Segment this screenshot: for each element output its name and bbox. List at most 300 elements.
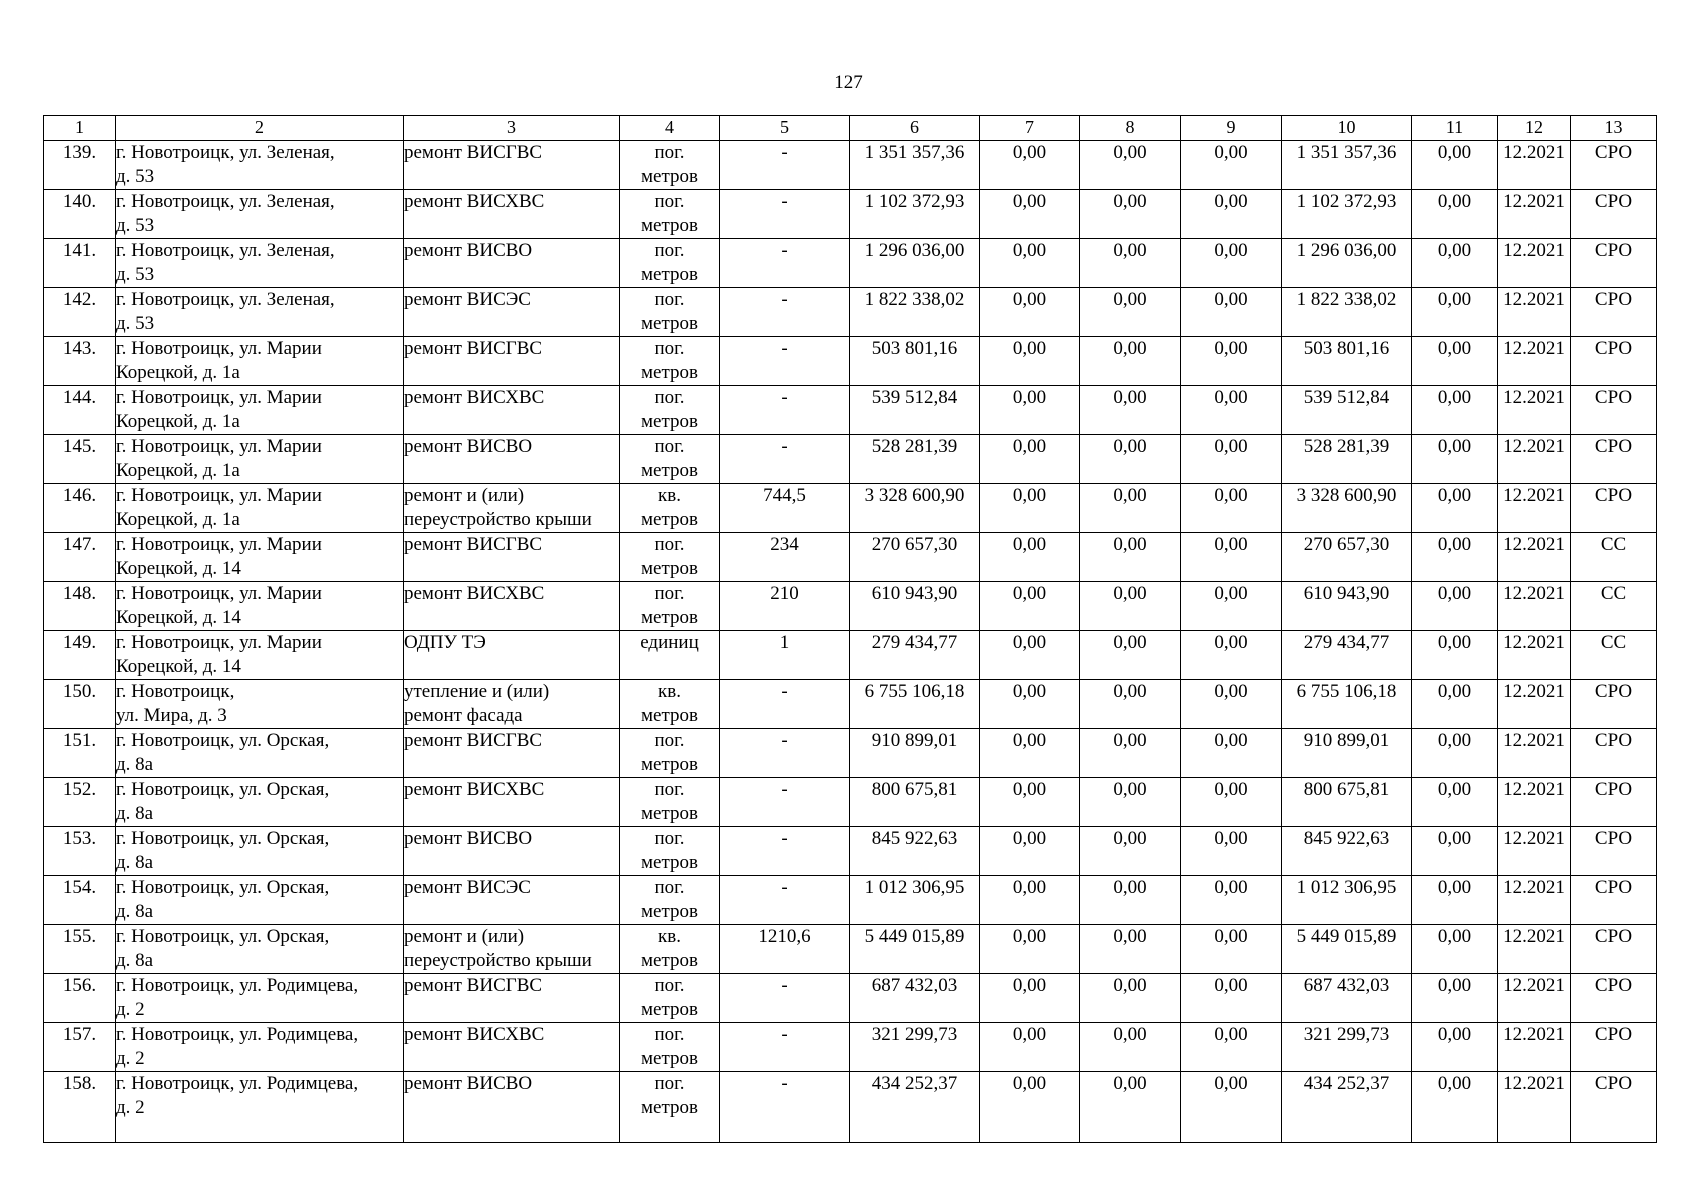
col8-cell bbox=[1080, 484, 1181, 533]
col8-cell bbox=[1080, 386, 1181, 435]
fund-type-cell bbox=[1571, 925, 1657, 974]
total-cost-cell-line: 539 512,84 bbox=[871, 387, 958, 408]
unit-cell-line: пог. bbox=[654, 730, 685, 751]
address-cell-line: Корецкой, д. 14 bbox=[116, 558, 241, 579]
unit-cell-line: метров bbox=[641, 852, 698, 873]
fund-type-cell-line: СРО bbox=[1594, 485, 1633, 506]
table-row bbox=[44, 582, 1657, 631]
col7-cell-line: 0,00 bbox=[1012, 877, 1047, 898]
col9-cell bbox=[1181, 533, 1282, 582]
address-cell-line: г. Новотроицк, ул. Зеленая, bbox=[116, 240, 335, 261]
completion-month-cell bbox=[1498, 1072, 1571, 1143]
total-cost-cell-line: 321 299,73 bbox=[871, 1024, 958, 1045]
work-type-cell-line: утепление и (или) bbox=[404, 681, 550, 702]
address-cell-line: ул. Мира, д. 3 bbox=[116, 705, 227, 726]
col10-cell-line: 503 801,16 bbox=[1303, 338, 1390, 359]
col9-cell-line: 0,00 bbox=[1214, 877, 1248, 898]
col9-cell bbox=[1181, 631, 1282, 680]
total-cost-cell-line: 610 943,90 bbox=[871, 583, 958, 604]
col11-cell bbox=[1412, 876, 1498, 925]
quantity-cell-line: - bbox=[781, 681, 788, 702]
total-cost-cell bbox=[850, 337, 980, 386]
col11-cell-line: 0,00 bbox=[1437, 338, 1472, 359]
col11-cell-line: 0,00 bbox=[1437, 142, 1472, 163]
col11-cell-line: 0,00 bbox=[1437, 485, 1472, 506]
work-type-cell bbox=[404, 778, 620, 827]
col10-cell-line: 610 943,90 bbox=[1303, 583, 1390, 604]
row-number-cell bbox=[44, 533, 116, 582]
header-cell: 12 bbox=[1498, 116, 1571, 141]
row-number-cell bbox=[44, 190, 116, 239]
col11-cell-line: 0,00 bbox=[1437, 583, 1472, 604]
unit-cell-line: метров bbox=[641, 999, 698, 1020]
address-cell-line: г. Новотроицк, ул. Марии bbox=[116, 485, 322, 506]
col10-cell-line: 1 012 306,95 bbox=[1296, 877, 1397, 898]
address-cell-line: г. Новотроицк, ул. Зеленая, bbox=[116, 142, 335, 163]
unit-cell-line: метров bbox=[641, 803, 698, 824]
completion-month-cell-line: 12.2021 bbox=[1503, 191, 1565, 212]
row-number-cell bbox=[44, 729, 116, 778]
row-number-cell bbox=[44, 582, 116, 631]
row-number-cell bbox=[44, 827, 116, 876]
work-type-cell-line: переустройство крыши bbox=[404, 509, 592, 530]
fund-type-cell bbox=[1571, 337, 1657, 386]
row-number-cell-line: 148. bbox=[62, 583, 97, 604]
unit-cell bbox=[620, 484, 720, 533]
col11-cell bbox=[1412, 778, 1498, 827]
col9-cell-line: 0,00 bbox=[1214, 534, 1248, 555]
table-row bbox=[44, 925, 1657, 974]
col11-cell bbox=[1412, 974, 1498, 1023]
total-cost-cell-line: 1 296 036,00 bbox=[864, 240, 965, 261]
col9-cell bbox=[1181, 337, 1282, 386]
header-cell: 11 bbox=[1412, 116, 1498, 141]
completion-month-cell bbox=[1498, 337, 1571, 386]
unit-cell bbox=[620, 876, 720, 925]
row-number-cell-line: 139. bbox=[62, 142, 97, 163]
row-number-cell-line: 154. bbox=[62, 877, 97, 898]
fund-type-cell bbox=[1571, 778, 1657, 827]
completion-month-cell bbox=[1498, 386, 1571, 435]
address-cell bbox=[116, 582, 404, 631]
total-cost-cell bbox=[850, 288, 980, 337]
col9-cell-line: 0,00 bbox=[1214, 926, 1248, 947]
col11-cell bbox=[1412, 1023, 1498, 1072]
address-cell bbox=[116, 925, 404, 974]
total-cost-cell bbox=[850, 386, 980, 435]
fund-type-cell-line: СРО bbox=[1594, 289, 1633, 310]
table-row bbox=[44, 1072, 1657, 1143]
col11-cell-line: 0,00 bbox=[1437, 191, 1472, 212]
col10-cell bbox=[1282, 190, 1412, 239]
unit-cell-line: метров bbox=[641, 215, 698, 236]
col10-cell bbox=[1282, 827, 1412, 876]
col10-cell-line: 1 296 036,00 bbox=[1296, 240, 1397, 261]
col7-cell bbox=[980, 631, 1080, 680]
completion-month-cell-line: 12.2021 bbox=[1503, 289, 1565, 310]
row-number-cell-line: 151. bbox=[62, 730, 97, 751]
col7-cell-line: 0,00 bbox=[1012, 534, 1047, 555]
unit-cell bbox=[620, 337, 720, 386]
col7-cell bbox=[980, 778, 1080, 827]
unit-cell-line: метров bbox=[641, 607, 698, 628]
row-number-cell-line: 140. bbox=[62, 191, 97, 212]
col7-cell-line: 0,00 bbox=[1012, 338, 1047, 359]
col11-cell-line: 0,00 bbox=[1437, 828, 1472, 849]
completion-month-cell-line: 12.2021 bbox=[1503, 1073, 1565, 1094]
fund-type-cell-line: СС bbox=[1600, 632, 1627, 653]
total-cost-cell-line: 3 328 600,90 bbox=[864, 485, 965, 506]
completion-month-cell-line: 12.2021 bbox=[1503, 926, 1565, 947]
col9-cell bbox=[1181, 778, 1282, 827]
completion-month-cell-line: 12.2021 bbox=[1503, 632, 1565, 653]
quantity-cell-line: - bbox=[781, 1073, 788, 1094]
row-number-cell-line: 152. bbox=[62, 779, 97, 800]
col9-cell-line: 0,00 bbox=[1214, 485, 1248, 506]
work-type-cell bbox=[404, 974, 620, 1023]
address-cell bbox=[116, 484, 404, 533]
col9-cell-line: 0,00 bbox=[1214, 632, 1248, 653]
col9-cell-line: 0,00 bbox=[1214, 975, 1248, 996]
fund-type-cell-line: СРО bbox=[1594, 975, 1633, 996]
col7-cell-line: 0,00 bbox=[1012, 632, 1047, 653]
col9-cell-line: 0,00 bbox=[1214, 828, 1248, 849]
work-type-cell bbox=[404, 190, 620, 239]
row-number-cell bbox=[44, 386, 116, 435]
quantity-cell-line: 234 bbox=[770, 534, 799, 555]
work-type-cell-line: ремонт ВИСВО bbox=[404, 436, 533, 457]
total-cost-cell-line: 6 755 106,18 bbox=[864, 681, 965, 702]
unit-cell-line: кв. bbox=[658, 926, 681, 947]
col7-cell bbox=[980, 680, 1080, 729]
work-type-cell bbox=[404, 876, 620, 925]
col10-cell-line: 270 657,30 bbox=[1303, 534, 1390, 555]
col8-cell bbox=[1080, 435, 1181, 484]
work-type-cell-line: ремонт ВИСГВС bbox=[404, 975, 543, 996]
quantity-cell bbox=[720, 729, 850, 778]
table-row bbox=[44, 337, 1657, 386]
work-type-cell-line: ремонт и (или) bbox=[404, 926, 525, 947]
work-type-cell-line: ремонт ВИСХВС bbox=[404, 583, 545, 604]
header-cell: 1 bbox=[44, 116, 116, 141]
row-number-cell-line: 146. bbox=[62, 485, 97, 506]
unit-cell bbox=[620, 239, 720, 288]
unit-cell-line: пог. bbox=[654, 1024, 685, 1045]
header-cell: 2 bbox=[116, 116, 404, 141]
col11-cell bbox=[1412, 435, 1498, 484]
address-cell-line: г. Новотроицк, ул. Марии bbox=[116, 387, 322, 408]
quantity-cell bbox=[720, 876, 850, 925]
col9-cell bbox=[1181, 141, 1282, 190]
total-cost-cell-line: 1 351 357,36 bbox=[864, 142, 965, 163]
address-cell-line: г. Новотроицк, ул. Родимцева, bbox=[116, 975, 359, 996]
address-cell-line: Корецкой, д. 1а bbox=[116, 460, 240, 481]
col8-cell bbox=[1080, 582, 1181, 631]
row-number-cell-line: 143. bbox=[62, 338, 97, 359]
completion-month-cell-line: 12.2021 bbox=[1503, 142, 1565, 163]
col8-cell-line: 0,00 bbox=[1113, 387, 1147, 408]
fund-type-cell bbox=[1571, 1023, 1657, 1072]
quantity-cell-line: - bbox=[781, 240, 788, 261]
row-number-cell bbox=[44, 974, 116, 1023]
unit-cell-line: метров bbox=[641, 166, 698, 187]
col7-cell bbox=[980, 484, 1080, 533]
total-cost-cell bbox=[850, 974, 980, 1023]
col10-cell-line: 434 252,37 bbox=[1303, 1073, 1390, 1094]
unit-cell bbox=[620, 386, 720, 435]
unit-cell bbox=[620, 827, 720, 876]
address-cell bbox=[116, 1023, 404, 1072]
address-cell bbox=[116, 239, 404, 288]
col8-cell bbox=[1080, 239, 1181, 288]
address-cell bbox=[116, 974, 404, 1023]
row-number-cell bbox=[44, 1072, 116, 1143]
row-number-cell-line: 153. bbox=[62, 828, 97, 849]
address-cell bbox=[116, 141, 404, 190]
row-number-cell bbox=[44, 778, 116, 827]
work-type-cell bbox=[404, 827, 620, 876]
fund-type-cell-line: СРО bbox=[1594, 1073, 1633, 1094]
work-type-cell-line: ремонт ВИСХВС bbox=[404, 1024, 545, 1045]
address-cell bbox=[116, 729, 404, 778]
fund-type-cell bbox=[1571, 680, 1657, 729]
table-row bbox=[44, 484, 1657, 533]
completion-month-cell-line: 12.2021 bbox=[1503, 534, 1565, 555]
unit-cell-line: метров bbox=[641, 901, 698, 922]
fund-type-cell bbox=[1571, 827, 1657, 876]
unit-cell bbox=[620, 582, 720, 631]
total-cost-cell-line: 1 102 372,93 bbox=[864, 191, 965, 212]
address-cell-line: г. Новотроицк, ул. Марии bbox=[116, 338, 322, 359]
work-type-cell bbox=[404, 386, 620, 435]
fund-type-cell-line: СРО bbox=[1594, 681, 1633, 702]
address-cell-line: г. Новотроицк, ул. Орская, bbox=[116, 828, 330, 849]
col11-cell bbox=[1412, 729, 1498, 778]
unit-cell-line: пог. bbox=[654, 142, 685, 163]
row-number-cell bbox=[44, 680, 116, 729]
col11-cell-line: 0,00 bbox=[1437, 730, 1472, 751]
col8-cell-line: 0,00 bbox=[1113, 1073, 1147, 1094]
completion-month-cell-line: 12.2021 bbox=[1503, 485, 1565, 506]
unit-cell bbox=[620, 1072, 720, 1143]
table-row bbox=[44, 239, 1657, 288]
col8-cell bbox=[1080, 680, 1181, 729]
col7-cell-line: 0,00 bbox=[1012, 1024, 1047, 1045]
unit-cell-line: пог. bbox=[654, 583, 685, 604]
col7-cell-line: 0,00 bbox=[1012, 975, 1047, 996]
work-type-cell bbox=[404, 1023, 620, 1072]
col10-cell bbox=[1282, 582, 1412, 631]
table-row bbox=[44, 631, 1657, 680]
total-cost-cell-line: 800 675,81 bbox=[871, 779, 958, 800]
col10-cell-line: 1 102 372,93 bbox=[1296, 191, 1397, 212]
col9-cell-line: 0,00 bbox=[1214, 387, 1248, 408]
address-cell-line: д. 8а bbox=[116, 852, 154, 873]
quantity-cell-line: - bbox=[781, 338, 788, 359]
table-row bbox=[44, 876, 1657, 925]
total-cost-cell-line: 845 922,63 bbox=[871, 828, 958, 849]
col8-cell bbox=[1080, 1072, 1181, 1143]
quantity-cell-line: 210 bbox=[770, 583, 799, 604]
row-number-cell-line: 157. bbox=[62, 1024, 97, 1045]
address-cell-line: г. Новотроицк, ул. Марии bbox=[116, 436, 322, 457]
address-cell bbox=[116, 386, 404, 435]
completion-month-cell bbox=[1498, 729, 1571, 778]
col7-cell bbox=[980, 925, 1080, 974]
col11-cell bbox=[1412, 288, 1498, 337]
fund-type-cell-line: СРО bbox=[1594, 338, 1633, 359]
work-type-cell bbox=[404, 631, 620, 680]
work-type-cell-line: ремонт фасада bbox=[404, 705, 523, 726]
quantity-cell-line: - bbox=[781, 387, 788, 408]
unit-cell bbox=[620, 1023, 720, 1072]
completion-month-cell-line: 12.2021 bbox=[1503, 436, 1565, 457]
fund-type-cell bbox=[1571, 631, 1657, 680]
col7-cell bbox=[980, 729, 1080, 778]
row-number-cell bbox=[44, 631, 116, 680]
quantity-cell bbox=[720, 386, 850, 435]
col10-cell-line: 1 822 338,02 bbox=[1296, 289, 1397, 310]
total-cost-cell bbox=[850, 1023, 980, 1072]
address-cell bbox=[116, 876, 404, 925]
work-type-cell-line: ремонт ВИСЭС bbox=[404, 877, 531, 898]
col10-cell-line: 800 675,81 bbox=[1303, 779, 1390, 800]
col10-cell bbox=[1282, 1072, 1412, 1143]
col8-cell bbox=[1080, 729, 1181, 778]
header-cell: 4 bbox=[620, 116, 720, 141]
col9-cell-line: 0,00 bbox=[1214, 338, 1248, 359]
address-cell-line: д. 53 bbox=[116, 166, 155, 187]
address-cell bbox=[116, 435, 404, 484]
col10-cell bbox=[1282, 631, 1412, 680]
total-cost-cell-line: 687 432,03 bbox=[871, 975, 958, 996]
col8-cell bbox=[1080, 288, 1181, 337]
quantity-cell-line: 1 bbox=[779, 632, 790, 653]
col10-cell-line: 5 449 015,89 bbox=[1296, 926, 1397, 947]
total-cost-cell bbox=[850, 533, 980, 582]
completion-month-cell-line: 12.2021 bbox=[1503, 583, 1565, 604]
quantity-cell bbox=[720, 337, 850, 386]
col9-cell bbox=[1181, 239, 1282, 288]
fund-type-cell bbox=[1571, 288, 1657, 337]
quantity-cell bbox=[720, 680, 850, 729]
col10-cell bbox=[1282, 925, 1412, 974]
col11-cell bbox=[1412, 239, 1498, 288]
work-type-cell bbox=[404, 337, 620, 386]
header-cell: 5 bbox=[720, 116, 850, 141]
address-cell-line: д. 53 bbox=[116, 313, 155, 334]
address-cell bbox=[116, 337, 404, 386]
address-cell-line: г. Новотроицк, ул. Родимцева, bbox=[116, 1024, 359, 1045]
work-type-cell-line: ремонт ВИСХВС bbox=[404, 779, 545, 800]
col8-cell bbox=[1080, 1023, 1181, 1072]
col7-cell bbox=[980, 435, 1080, 484]
unit-cell-line: метров bbox=[641, 705, 698, 726]
col8-cell bbox=[1080, 337, 1181, 386]
col7-cell bbox=[980, 533, 1080, 582]
col7-cell bbox=[980, 1072, 1080, 1143]
unit-cell-line: метров bbox=[641, 264, 698, 285]
col8-cell bbox=[1080, 631, 1181, 680]
col9-cell-line: 0,00 bbox=[1214, 191, 1248, 212]
total-cost-cell bbox=[850, 778, 980, 827]
col11-cell bbox=[1412, 190, 1498, 239]
unit-cell-line: метров bbox=[641, 313, 698, 334]
fund-type-cell-line: СС bbox=[1600, 534, 1627, 555]
col8-cell bbox=[1080, 876, 1181, 925]
table-row bbox=[44, 288, 1657, 337]
col10-cell bbox=[1282, 141, 1412, 190]
total-cost-cell bbox=[850, 435, 980, 484]
completion-month-cell-line: 12.2021 bbox=[1503, 975, 1565, 996]
col8-cell-line: 0,00 bbox=[1113, 289, 1147, 310]
unit-cell-line: пог. bbox=[654, 338, 685, 359]
quantity-cell bbox=[720, 1023, 850, 1072]
quantity-cell bbox=[720, 631, 850, 680]
col8-cell-line: 0,00 bbox=[1113, 779, 1147, 800]
row-number-cell-line: 142. bbox=[62, 289, 97, 310]
address-cell-line: г. Новотроицк, bbox=[116, 681, 235, 702]
col9-cell bbox=[1181, 974, 1282, 1023]
col9-cell bbox=[1181, 680, 1282, 729]
col9-cell bbox=[1181, 435, 1282, 484]
col7-cell bbox=[980, 337, 1080, 386]
col7-cell-line: 0,00 bbox=[1012, 436, 1047, 457]
address-cell bbox=[116, 778, 404, 827]
work-type-cell-line: ОДПУ ТЭ bbox=[404, 632, 486, 653]
quantity-cell-line: 1210,6 bbox=[758, 926, 811, 947]
col9-cell bbox=[1181, 925, 1282, 974]
header-cell: 7 bbox=[980, 116, 1080, 141]
unit-cell bbox=[620, 680, 720, 729]
address-cell-line: д. 8а bbox=[116, 754, 154, 775]
col10-cell bbox=[1282, 876, 1412, 925]
quantity-cell-line: - bbox=[781, 289, 788, 310]
col11-cell bbox=[1412, 925, 1498, 974]
row-number-cell-line: 141. bbox=[62, 240, 97, 261]
col8-cell bbox=[1080, 827, 1181, 876]
fund-type-cell-line: СРО bbox=[1594, 142, 1633, 163]
col11-cell bbox=[1412, 141, 1498, 190]
col8-cell-line: 0,00 bbox=[1113, 828, 1147, 849]
col11-cell-line: 0,00 bbox=[1437, 975, 1472, 996]
col8-cell-line: 0,00 bbox=[1113, 681, 1147, 702]
col11-cell-line: 0,00 bbox=[1437, 534, 1472, 555]
col8-cell bbox=[1080, 141, 1181, 190]
work-type-cell bbox=[404, 141, 620, 190]
total-cost-cell-line: 503 801,16 bbox=[871, 338, 958, 359]
col7-cell-line: 0,00 bbox=[1012, 387, 1047, 408]
total-cost-cell-line: 270 657,30 bbox=[871, 534, 958, 555]
col10-cell bbox=[1282, 729, 1412, 778]
col7-cell bbox=[980, 288, 1080, 337]
completion-month-cell bbox=[1498, 582, 1571, 631]
col8-cell-line: 0,00 bbox=[1113, 730, 1147, 751]
table-row bbox=[44, 435, 1657, 484]
header-cell: 13 bbox=[1571, 116, 1657, 141]
col11-cell-line: 0,00 bbox=[1437, 681, 1472, 702]
col11-cell-line: 0,00 bbox=[1437, 779, 1472, 800]
col11-cell-line: 0,00 bbox=[1437, 387, 1472, 408]
quantity-cell-line: - bbox=[781, 828, 788, 849]
col7-cell-line: 0,00 bbox=[1012, 289, 1047, 310]
unit-cell-line: метров bbox=[641, 509, 698, 530]
row-number-cell-line: 145. bbox=[62, 436, 97, 457]
unit-cell-line: пог. bbox=[654, 240, 685, 261]
address-cell-line: г. Новотроицк, ул. Родимцева, bbox=[116, 1073, 359, 1094]
col10-cell bbox=[1282, 680, 1412, 729]
quantity-cell bbox=[720, 1072, 850, 1143]
